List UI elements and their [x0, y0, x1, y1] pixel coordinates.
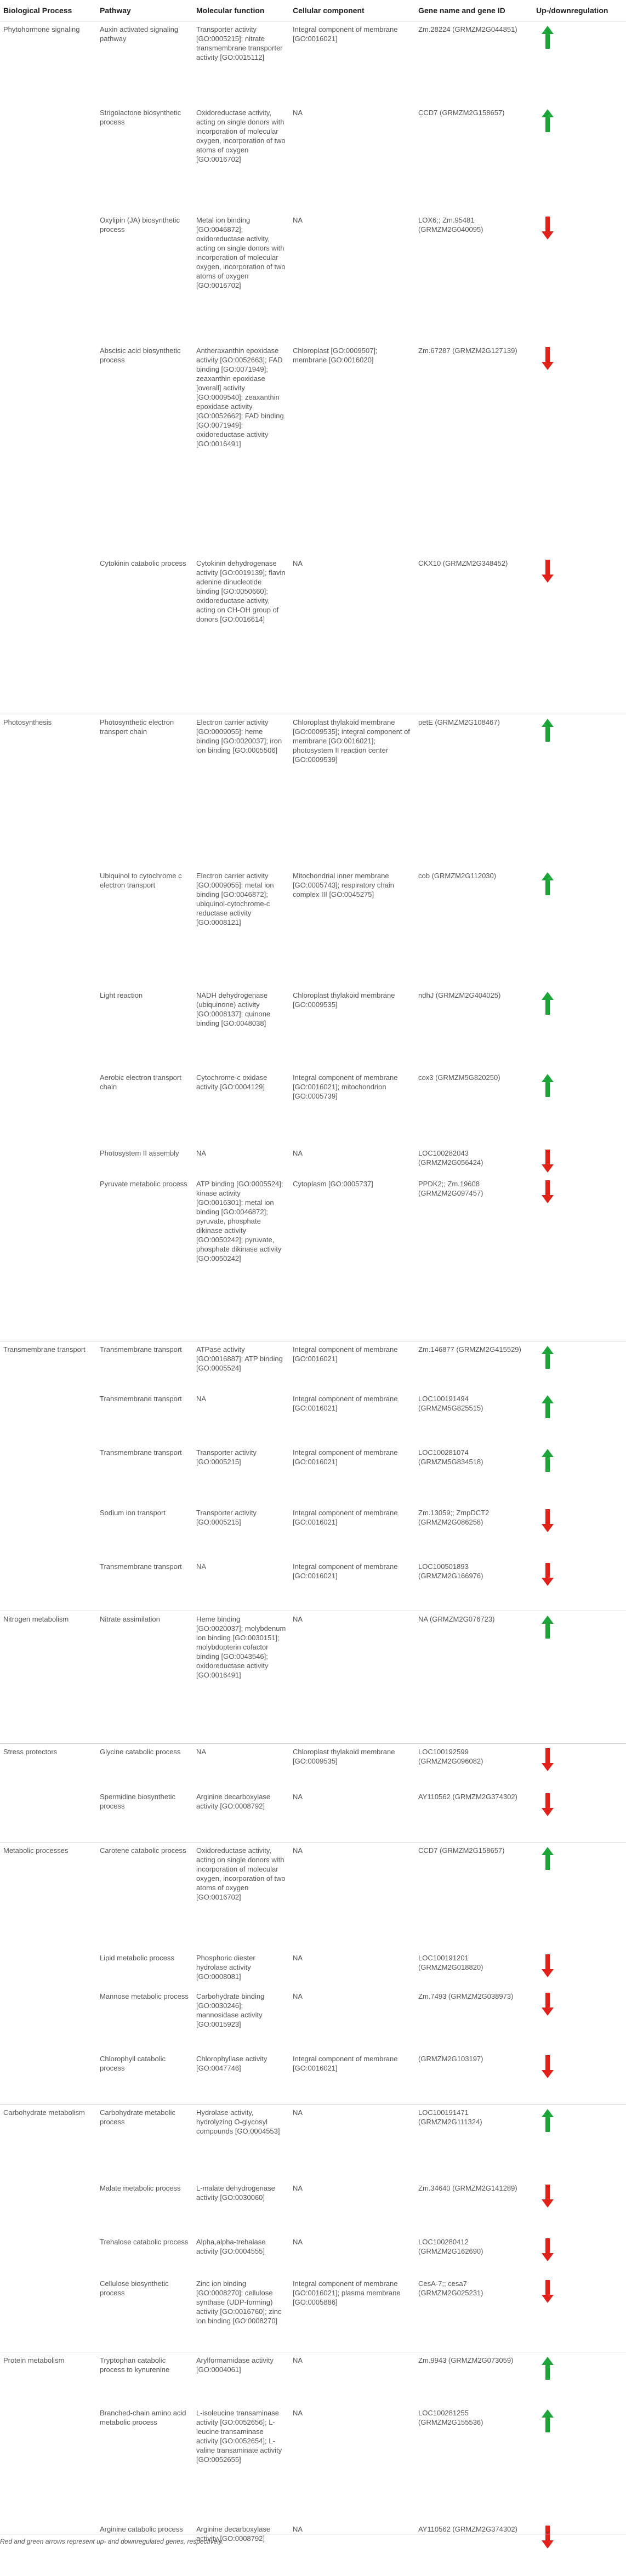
- down-arrow-icon: [542, 347, 554, 370]
- cell-cellular-component: Integral component of membrane [GO:0016021]; mitochondrion [GO:0005739]: [293, 1073, 398, 1100]
- cell-gene: Zm.9943 (GRMZM2G073059): [415, 2352, 533, 2405]
- cell-regulation: [533, 21, 626, 105]
- cell-molecular-function: Carbohydrate binding [GO:0030246]; mannosidase activity [GO:0015923]: [196, 1992, 265, 2028]
- cell-cellular-component: NA: [293, 2524, 303, 2533]
- down-arrow-icon: [542, 1748, 554, 1771]
- cell-pathway: Malate metabolic process: [100, 2183, 181, 2192]
- cell-cellular-component: NA: [293, 1148, 303, 1157]
- cell-cellular-component: Integral component of membrane [GO:0016021]: [293, 1394, 398, 1412]
- cell-cellular-component: Cytoplasm [GO:0005737]: [293, 1179, 373, 1188]
- cell-cellular-component: NA: [293, 2183, 303, 2192]
- cell-biological-process: [0, 987, 96, 1070]
- cell-molecular-function: Arginine decarboxylase activity [GO:0008792]: [196, 1792, 271, 1810]
- cell-biological-process: Metabolic processes: [0, 1843, 96, 1950]
- cell-gene: CCD7 (GRMZM2G158657): [415, 1843, 533, 1950]
- cell-cellular-component: Integral component of membrane [GO:0016021]: [293, 1508, 398, 1526]
- table-row: [0, 1505, 626, 1559]
- cell-regulation: [533, 2521, 626, 2576]
- cell-cellular-component: Integral component of membrane [GO:0016021]: [293, 2054, 398, 2072]
- header-molecular-function: Molecular function: [193, 0, 289, 21]
- cell-pathway: Mannose metabolic process: [100, 1992, 189, 2000]
- cell-regulation: [533, 1070, 626, 1145]
- cell-biological-process: [0, 2051, 96, 2105]
- cell-molecular-function: Heme binding [GO:0020037]; molybdenum ion binding [GO:0030151]; molybdopterin cofactor binding [GO:0043546]; oxidoreductase activity [GO:0016491]: [193, 1611, 289, 1744]
- up-arrow-icon: [542, 2109, 554, 2132]
- cell-pathway: Carotene catabolic process: [96, 1843, 193, 1950]
- cell-molecular-function: Transporter activity [GO:0005215]; nitrate transmembrane transporter activity [GO:0015112]: [196, 25, 283, 61]
- down-arrow-icon: [542, 2055, 554, 2078]
- cell-cellular-component: NA: [289, 1611, 415, 1744]
- cell-pathway: Cellulose biosynthetic process: [100, 2279, 169, 2297]
- down-arrow-icon: [542, 2280, 554, 2303]
- table-row: [0, 868, 626, 987]
- cell-gene: CCD7 (GRMZM2G158657): [418, 108, 505, 117]
- table-row: [0, 105, 626, 212]
- cell-pathway: Arginine catabolic process: [100, 2524, 183, 2533]
- header-cellular-component: Cellular component: [289, 0, 415, 21]
- cell-gene: LOC100280412 (GRMZM2G162690): [418, 2237, 483, 2255]
- cell-regulation: [533, 555, 626, 714]
- cell-gene: Zm.146877 (GRMZM2G415529): [415, 1341, 533, 1391]
- cell-gene: LOC100191471 (GRMZM2G111324): [415, 2105, 533, 2180]
- down-arrow-icon: [542, 1180, 554, 1203]
- cell-biological-process: [0, 105, 96, 212]
- cell-biological-process: [0, 2180, 96, 2234]
- cell-pathway: Photosynthetic electron transport chain: [96, 714, 193, 868]
- cell-cellular-component: NA: [289, 1843, 415, 1950]
- cell-gene: LOC100281074 (GRMZM5G834518): [418, 1448, 483, 1466]
- cell-regulation: [533, 1789, 626, 1843]
- cell-pathway: Strigolactone biosynthetic process: [100, 108, 181, 126]
- table-row: [0, 1950, 626, 1988]
- cell-cellular-component: Integral component of membrane [GO:0016021]; plasma membrane [GO:0005886]: [293, 2279, 401, 2306]
- cell-regulation: [533, 343, 626, 555]
- table-row: [0, 2276, 626, 2352]
- cell-gene: cob (GRMZM2G112030): [418, 871, 497, 880]
- cell-molecular-function: Arginine decarboxylase activity [GO:0008792]: [196, 2524, 271, 2543]
- cell-molecular-function: ATP binding [GO:0005524]; kinase activity [GO:0016301]; metal ion binding [GO:0046872]; pyruvate, phosphate dikinase activity [GO:0050242]; pyruvate, phosphate dikinase activity [GO:0050242]: [196, 1179, 283, 1263]
- table-row: [0, 1070, 626, 1145]
- cell-pathway: Photosystem II assembly: [100, 1148, 179, 1157]
- cell-biological-process: [0, 1505, 96, 1559]
- header-biological-process: Biological Process: [0, 0, 96, 21]
- up-arrow-icon: [542, 872, 554, 895]
- table-row: [0, 1789, 626, 1843]
- cell-biological-process: [0, 1988, 96, 2051]
- cell-pathway: Nitrate assimilation: [96, 1611, 193, 1744]
- cell-cellular-component: Chloroplast thylakoid membrane [GO:0009535]: [293, 991, 395, 1009]
- cell-regulation: [533, 1176, 626, 1341]
- cell-regulation: [533, 2234, 626, 2276]
- cell-regulation: [533, 1145, 626, 1176]
- cell-regulation: [533, 1611, 626, 1744]
- cell-molecular-function: Phosphoric diester hydrolase activity [GO:0008081]: [196, 1953, 255, 1981]
- cell-cellular-component: NA: [289, 2105, 415, 2180]
- cell-biological-process: [0, 1789, 96, 1843]
- cell-molecular-function: Arylformamidase activity [GO:0004061]: [193, 2352, 289, 2405]
- cell-regulation: [533, 2180, 626, 2234]
- cell-molecular-function: L-isoleucine transaminase activity [GO:0052656]; L-leucine transaminase activity [GO:0052654]; L-valine transaminate activity [GO:0052655]: [196, 2408, 282, 2464]
- cell-pathway: Ubiquinol to cytochrome c electron transport: [100, 871, 182, 889]
- cell-regulation: [533, 1843, 626, 1950]
- header-regulation: Up-/downregulation: [533, 0, 626, 21]
- cell-cellular-component: Chloroplast thylakoid membrane [GO:0009535]; integral component of membrane [GO:0016021]; photosystem II reaction center [GO:0009539]: [289, 714, 415, 868]
- cell-biological-process: [0, 1145, 96, 1176]
- cell-gene: LOC100501893 (GRMZM2G166976): [418, 1562, 483, 1580]
- cell-pathway: Abscisic acid biosynthetic process: [100, 346, 181, 364]
- cell-regulation: [533, 1559, 626, 1611]
- cell-cellular-component: NA: [293, 2237, 303, 2246]
- cell-pathway: Transmembrane transport: [100, 1562, 182, 1571]
- cell-cellular-component: NA: [293, 108, 303, 117]
- cell-gene: PPDK2;; Zm.19608 (GRMZM2G097457): [418, 1179, 483, 1197]
- down-arrow-icon: [542, 1954, 554, 1977]
- cell-biological-process: Stress protectors: [0, 1744, 96, 1789]
- table-row: [0, 1744, 626, 1789]
- table-footnote: Red and green arrows represent up- and downregulated genes, respectively.: [0, 2534, 626, 2545]
- cell-molecular-function: Cytokinin dehydrogenase activity [GO:0019139]; flavin adenine dinucleotide binding [GO:0050660]; oxidoreductase activity, acting on CH-OH group of donors [GO:0016614]: [196, 559, 286, 623]
- cell-cellular-component: NA: [293, 215, 303, 224]
- cell-molecular-function: Chlorophyllase activity [GO:0047746]: [196, 2054, 268, 2072]
- cell-gene: Zm.34640 (GRMZM2G141289): [418, 2183, 517, 2192]
- cell-gene: cox3 (GRMZM5G820250): [418, 1073, 500, 1082]
- cell-regulation: [533, 212, 626, 343]
- cell-regulation: [533, 1391, 626, 1445]
- cell-pathway: Trehalose catabolic process: [100, 2237, 189, 2246]
- table-row: [0, 2180, 626, 2234]
- cell-biological-process: [0, 2276, 96, 2352]
- cell-pathway: Light reaction: [100, 991, 143, 999]
- table-row: [0, 2352, 626, 2405]
- table-row: [0, 1145, 626, 1176]
- cell-regulation: [533, 1445, 626, 1505]
- cell-regulation: [533, 2276, 626, 2352]
- down-arrow-icon: [542, 1793, 554, 1816]
- table-row: [0, 343, 626, 555]
- cell-biological-process: [0, 343, 96, 555]
- cell-cellular-component: Integral component of membrane [GO:0016021]: [293, 25, 398, 43]
- cell-pathway: Auxin activated signaling pathway: [100, 25, 179, 43]
- cell-molecular-function: NA: [193, 1744, 289, 1789]
- table-row: [0, 2234, 626, 2276]
- up-arrow-icon: [542, 1346, 554, 1369]
- cell-regulation: [533, 105, 626, 212]
- up-arrow-icon: [542, 1395, 554, 1418]
- cell-biological-process: [0, 868, 96, 987]
- cell-pathway: Lipid metabolic process: [100, 1953, 174, 1962]
- cell-molecular-function: Alpha,alpha-trehalase activity [GO:0004555]: [196, 2237, 266, 2255]
- cell-molecular-function: NADH dehydrogenase (ubiquinone) activity [GO:0008137]; quinone binding [GO:0048038]: [196, 991, 271, 1027]
- cell-cellular-component: NA: [293, 559, 303, 567]
- cell-gene: Zm.13059;; ZmpDCT2 (GRMZM2G086258): [418, 1508, 490, 1526]
- cell-cellular-component: NA: [289, 2352, 415, 2405]
- cell-molecular-function: Hydrolase activity, hydrolyzing O-glycosyl compounds [GO:0004553]: [193, 2105, 289, 2180]
- cell-gene: LOC100191201 (GRMZM2G018820): [418, 1953, 483, 1971]
- cell-molecular-function: Zinc ion binding [GO:0008270]; cellulose synthase (UDP-forming) activity [GO:0016760]; zinc ion binding [GO:0008270]: [196, 2279, 282, 2325]
- cell-biological-process: [0, 2405, 96, 2521]
- cell-pathway: Carbohydrate metabolic process: [96, 2105, 193, 2180]
- header-pathway: Pathway: [96, 0, 193, 21]
- cell-molecular-function: ATPase activity [GO:0016887]; ATP binding [GO:0005524]: [193, 1341, 289, 1391]
- cell-molecular-function: Antheraxanthin epoxidase activity [GO:0052663]; FAD binding [GO:0071949]; zeaxanthin epoxidase [overall] activity [GO:0009540]; zeaxanthin epoxidase activity [GO:0052662]; FAD binding [GO:0071949]; oxidoreductase activity [GO:0016491]: [196, 346, 284, 448]
- up-arrow-icon: [542, 26, 554, 49]
- header-row: [0, 0, 626, 21]
- cell-biological-process: [0, 1559, 96, 1611]
- cell-biological-process: [0, 2234, 96, 2276]
- table-row: [0, 21, 626, 105]
- cell-cellular-component: NA: [293, 1992, 303, 2000]
- cell-gene: petE (GRMZM2G108467): [415, 714, 533, 868]
- cell-pathway: Transmembrane transport: [96, 1341, 193, 1391]
- table-row: [0, 1559, 626, 1611]
- cell-biological-process: Photosynthesis: [0, 714, 96, 868]
- up-arrow-icon: [542, 2409, 554, 2432]
- cell-gene: AY110562 (GRMZM2G374302): [418, 2524, 517, 2533]
- table-row: [0, 1176, 626, 1341]
- table-row: [0, 714, 626, 868]
- cell-molecular-function: Electron carrier activity [GO:0009055]; heme binding [GO:0020037]; iron ion binding [GO:0005506]: [193, 714, 289, 868]
- cell-pathway: Pyruvate metabolic process: [100, 1179, 187, 1188]
- cell-biological-process: [0, 1391, 96, 1445]
- table-body: [0, 21, 626, 2576]
- down-arrow-icon: [542, 2238, 554, 2261]
- cell-regulation: [533, 2051, 626, 2105]
- cell-regulation: [533, 1988, 626, 2051]
- table-row: [0, 2521, 626, 2576]
- cell-cellular-component: Integral component of membrane [GO:0016021]: [293, 1562, 398, 1580]
- cell-gene: LOC100192599 (GRMZM2G096082): [415, 1744, 533, 1789]
- up-arrow-icon: [542, 2357, 554, 2380]
- up-arrow-icon: [542, 1449, 554, 1472]
- down-arrow-icon: [542, 217, 554, 240]
- cell-gene: Zm.67287 (GRMZM2G127139): [418, 346, 517, 355]
- cell-molecular-function: Transporter activity [GO:0005215]: [196, 1448, 257, 1466]
- cell-biological-process: Protein metabolism: [0, 2352, 96, 2405]
- cell-gene: LOX6;; Zm.95481 (GRMZM2G040095): [418, 215, 483, 234]
- table-row: [0, 1843, 626, 1950]
- cell-regulation: [533, 1505, 626, 1559]
- table-row: [0, 2405, 626, 2521]
- cell-biological-process: Phytohormone signaling: [3, 25, 80, 33]
- cell-cellular-component: NA: [293, 2408, 303, 2417]
- table-row: [0, 1341, 626, 1391]
- table-row: [0, 1988, 626, 2051]
- cell-pathway: Sodium ion transport: [100, 1508, 166, 1517]
- cell-biological-process: Transmembrane transport: [0, 1341, 96, 1391]
- cell-cellular-component: Chloroplast [GO:0009507]; membrane [GO:0016020]: [293, 346, 378, 364]
- table-row: [0, 2051, 626, 2105]
- cell-pathway: Glycine catabolic process: [96, 1744, 193, 1789]
- cell-regulation: [533, 987, 626, 1070]
- cell-gene: AY110562 (GRMZM2G374302): [418, 1792, 517, 1801]
- cell-pathway: Cytokinin catabolic process: [100, 559, 186, 567]
- header-gene-name: Gene name and gene ID: [415, 0, 533, 21]
- cell-biological-process: [0, 2521, 96, 2576]
- cell-pathway: Transmembrane transport: [100, 1448, 182, 1457]
- cell-biological-process: Nitrogen metabolism: [0, 1611, 96, 1744]
- cell-regulation: [533, 2405, 626, 2521]
- cell-gene: (GRMZM2G103197): [418, 2054, 483, 2063]
- down-arrow-icon: [542, 1150, 554, 1173]
- table-row: [0, 1445, 626, 1505]
- cell-pathway: Chlorophyll catabolic process: [100, 2054, 166, 2072]
- cell-gene: CesA-7;; cesa7 (GRMZM2G025231): [418, 2279, 483, 2297]
- cell-cellular-component: Integral component of membrane [GO:0016021]: [289, 1341, 415, 1391]
- cell-molecular-function: NA: [196, 1562, 207, 1571]
- cell-gene: NA (GRMZM2G076723): [415, 1611, 533, 1744]
- cell-biological-process: [0, 1070, 96, 1145]
- down-arrow-icon: [542, 1563, 554, 1586]
- table-row: [0, 555, 626, 714]
- table-row: [0, 212, 626, 343]
- cell-molecular-function: Oxidoreductase activity, acting on single donors with incorporation of molecular oxygen, incorporation of two atoms of oxygen [GO:0016702]: [196, 108, 286, 163]
- cell-biological-process: Carbohydrate metabolism: [0, 2105, 96, 2180]
- cell-pathway: Aerobic electron transport chain: [100, 1073, 181, 1091]
- cell-gene: LOC100281255 (GRMZM2G155536): [418, 2408, 483, 2426]
- cell-biological-process: [0, 1445, 96, 1505]
- up-arrow-icon: [542, 719, 554, 742]
- table-row: [0, 1391, 626, 1445]
- cell-molecular-function: NA: [196, 1394, 207, 1403]
- cell-molecular-function: Cytochrome-c oxidase activity [GO:0004129]: [196, 1073, 268, 1091]
- down-arrow-icon: [542, 2185, 554, 2208]
- cell-regulation: [533, 1950, 626, 1988]
- cell-gene: Zm.7493 (GRMZM2G038973): [418, 1992, 514, 2000]
- cell-pathway: Tryptophan catabolic process to kynurenine: [96, 2352, 193, 2405]
- cell-pathway: Spermidine biosynthetic process: [100, 1792, 176, 1810]
- down-arrow-icon: [542, 560, 554, 583]
- cell-molecular-function: L-malate dehydrogenase activity [GO:0030060]: [196, 2183, 275, 2202]
- cell-pathway: Branched-chain amino acid metabolic process: [100, 2408, 186, 2426]
- cell-biological-process: [0, 212, 96, 343]
- cell-molecular-function: Transporter activity [GO:0005215]: [196, 1508, 257, 1526]
- down-arrow-icon: [542, 1509, 554, 1532]
- cell-gene: LOC100282043 (GRMZM2G056424): [418, 1148, 483, 1167]
- cell-cellular-component: Mitochondrial inner membrane [GO:0005743]; respiratory chain complex III [GO:0045275]: [293, 871, 394, 899]
- up-arrow-icon: [542, 1074, 554, 1097]
- cell-cellular-component: NA: [293, 1953, 303, 1962]
- cell-regulation: [533, 1744, 626, 1789]
- cell-biological-process: [0, 1176, 96, 1341]
- cell-gene: LOC100191494 (GRMZM5G825515): [418, 1394, 483, 1412]
- cell-regulation: [533, 1341, 626, 1391]
- cell-biological-process: [0, 555, 96, 714]
- up-arrow-icon: [542, 1616, 554, 1639]
- cell-gene: ndhJ (GRMZM2G404025): [418, 991, 501, 999]
- cell-cellular-component: NA: [293, 1792, 303, 1801]
- cell-pathway: Transmembrane transport: [100, 1394, 182, 1403]
- cell-molecular-function: Oxidoreductase activity, acting on single donors with incorporation of molecular oxygen, incorporation of two atoms of oxygen [GO:0016702]: [193, 1843, 289, 1950]
- cell-gene: Zm.28224 (GRMZM2G044851): [418, 25, 517, 33]
- down-arrow-icon: [542, 1993, 554, 2016]
- cell-gene: CKX10 (GRMZM2G348452): [418, 559, 508, 567]
- cell-cellular-component: Integral component of membrane [GO:0016021]: [293, 1448, 398, 1466]
- up-arrow-icon: [542, 992, 554, 1015]
- table-row: [0, 1611, 626, 1744]
- table-row: [0, 987, 626, 1070]
- table-row: [0, 2105, 626, 2180]
- up-arrow-icon: [542, 109, 554, 132]
- cell-regulation: [533, 2352, 626, 2405]
- cell-regulation: [533, 2105, 626, 2180]
- cell-pathway: Oxylipin (JA) biosynthetic process: [100, 215, 180, 234]
- cell-molecular-function: Electron carrier activity [GO:0009055]; metal ion binding [GO:0046872]; ubiquinol-cytochrome-c reductase activity [GO:0008121]: [196, 871, 274, 926]
- cell-molecular-function: NA: [196, 1148, 207, 1157]
- cell-cellular-component: Chloroplast thylakoid membrane [GO:0009535]: [289, 1744, 415, 1789]
- cell-regulation: [533, 868, 626, 987]
- cell-biological-process: [0, 1950, 96, 1988]
- cell-regulation: [533, 714, 626, 868]
- cell-molecular-function: Metal ion binding [GO:0046872]; oxidoreductase activity, acting on single donors with incorporation of molecular oxygen, incorporation of two atoms of oxygen [GO:0016702]: [196, 215, 286, 289]
- up-arrow-icon: [542, 1847, 554, 1870]
